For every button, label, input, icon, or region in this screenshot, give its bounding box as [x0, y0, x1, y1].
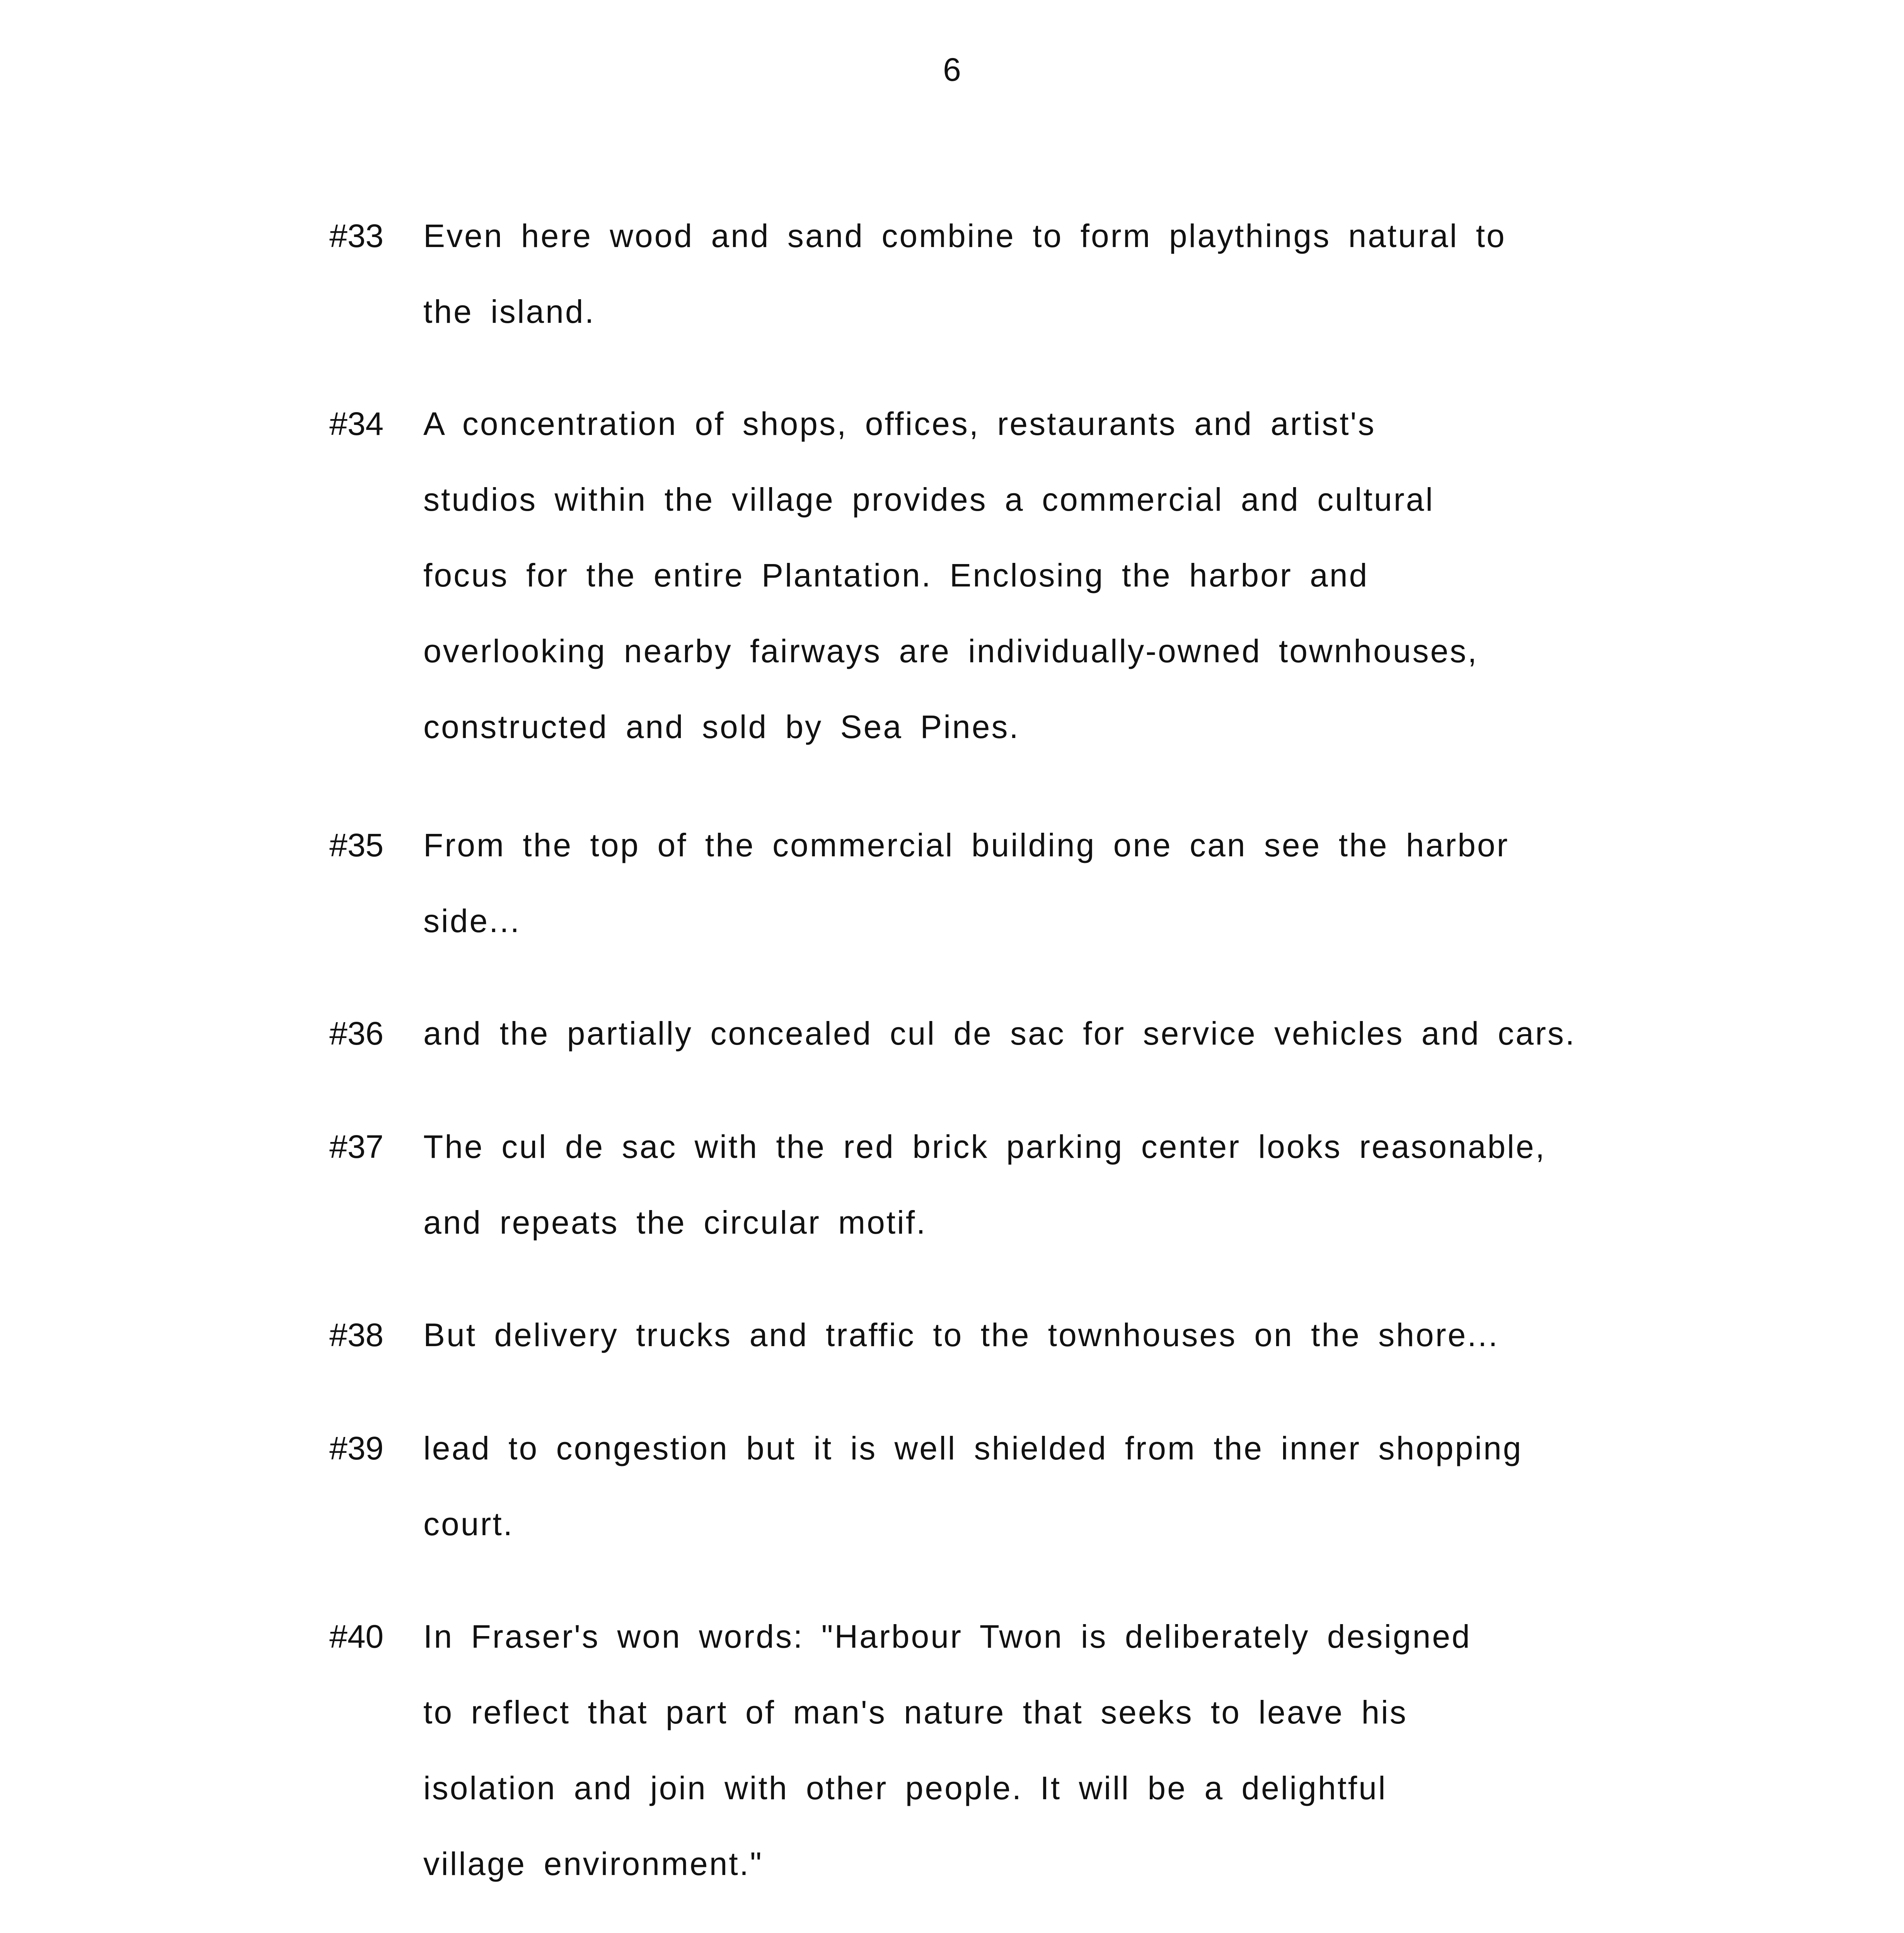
text-line: Even here wood and sand combine to form playthings natural to [423, 218, 1506, 254]
entry-text [423, 995, 1869, 1071]
text-line: village environment." [423, 1846, 763, 1882]
entry-text [423, 1109, 1869, 1260]
entry-text [423, 1297, 1869, 1373]
text-line: studios within the village provides a commercial and cultural [423, 481, 1435, 518]
text-line: From the top of the commercial building one can see the harbor [423, 827, 1509, 863]
text-line: and repeats the circular motif. [423, 1204, 927, 1241]
entry-text [423, 198, 1869, 349]
page-number: 6 [943, 51, 961, 88]
entry-text [423, 386, 1869, 765]
entry-number: #35 [329, 827, 384, 863]
entry-number: #38 [329, 1317, 384, 1353]
text-line: side... [423, 903, 521, 939]
text-line: court. [423, 1506, 514, 1542]
text-line: The cul de sac with the red brick parking center looks reasonable, [423, 1128, 1546, 1165]
text-line: focus for the entire Plantation. Enclosing the harbor and [423, 557, 1369, 593]
text-line: But delivery trucks and traffic to the townhouses on the shore... [423, 1317, 1499, 1353]
entry-number: #33 [329, 218, 384, 254]
entry-number: #40 [329, 1618, 384, 1655]
text-line: to reflect that part of man's nature that seeks to leave his [423, 1694, 1408, 1730]
text-line: In Fraser's won words: "Harbour Twon is deliberately designed [423, 1618, 1471, 1655]
text-line: the island. [423, 293, 595, 330]
entry-text [423, 1410, 1869, 1562]
text-line: lead to congestion but it is well shielded from the inner shopping [423, 1430, 1523, 1466]
text-line: isolation and join with other people. It will be a delightful [423, 1770, 1387, 1806]
entry-number: #34 [329, 406, 384, 442]
entry-number: #37 [329, 1128, 384, 1165]
text-line: A concentration of shops, offices, restaurants and artist's [423, 406, 1376, 442]
entry-text [423, 1599, 1869, 1902]
entry-number: #36 [329, 1015, 384, 1052]
entry-text [423, 807, 1869, 959]
text-line: and the partially concealed cul de sac for service vehicles and cars. [423, 1015, 1576, 1052]
text-line: overlooking nearby fairways are individually-owned townhouses, [423, 633, 1478, 669]
entry-number: #39 [329, 1430, 384, 1466]
text-line: constructed and sold by Sea Pines. [423, 709, 1020, 745]
